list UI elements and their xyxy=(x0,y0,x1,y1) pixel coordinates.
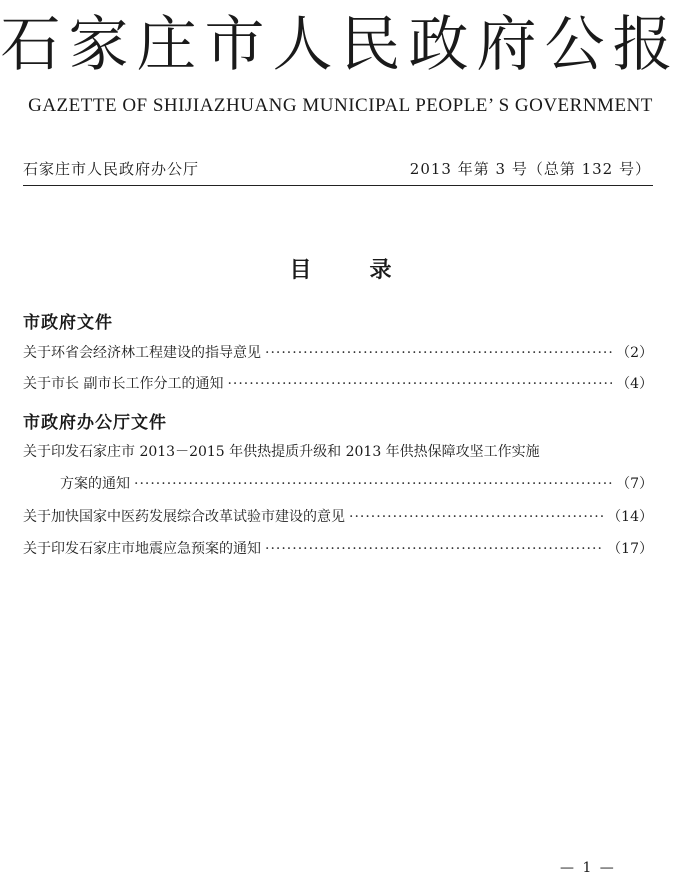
toc-entry-title: 关于加快国家中医药发展综合改革试验市建设的意见 xyxy=(23,509,345,525)
toc-section-title: 市政府文件 xyxy=(23,313,113,333)
toc-entry[interactable] xyxy=(23,538,653,560)
toc-entry-page: （2） xyxy=(616,345,653,361)
toc-dot-leader xyxy=(134,473,612,495)
toc-entry-title-line1[interactable]: 关于印发石家庄市 2013－2015 年供热提质升级和 2013 年供热保障攻坚工作实施 xyxy=(23,444,540,460)
toc-entry-page: （4） xyxy=(616,376,653,392)
issue-number: 2013 年第 3 号（总第 132 号） xyxy=(409,160,651,178)
toc-entry[interactable] xyxy=(60,473,653,495)
toc-entry[interactable] xyxy=(23,373,653,395)
toc-entry-page: （17） xyxy=(607,541,653,557)
masthead-subtitle: GAZETTE OF SHIJIAZHUANG MUNICIPAL PEOPLE’ S GOVERNMENT xyxy=(28,95,653,116)
masthead-divider xyxy=(23,185,653,186)
toc-entry-title: 关于市长 副市长工作分工的通知 xyxy=(23,376,224,392)
toc-entry-title: 关于环省会经济林工程建设的指导意见 xyxy=(23,345,261,361)
toc-entry-title-line2: 方案的通知 xyxy=(60,476,130,492)
toc-entry-page: （7） xyxy=(616,476,653,492)
publisher-name: 石家庄市人民政府办公厅 xyxy=(23,160,200,178)
toc-entry[interactable] xyxy=(23,342,653,364)
toc-entry-page: （14） xyxy=(607,509,653,525)
toc-dot-leader xyxy=(265,342,612,364)
issue-bar xyxy=(23,158,653,182)
toc-dot-leader xyxy=(349,506,603,528)
toc-entry[interactable] xyxy=(23,506,653,528)
toc-heading: 目录 xyxy=(289,258,450,283)
page-number: — 1 — xyxy=(560,860,616,876)
toc-dot-leader xyxy=(265,538,603,560)
toc-entry-title: 关于印发石家庄市地震应急预案的通知 xyxy=(23,541,261,557)
toc-dot-leader xyxy=(227,373,612,395)
masthead-title: 石家庄市人民政府公报 xyxy=(0,10,681,80)
toc-section-title: 市政府办公厅文件 xyxy=(23,413,167,433)
